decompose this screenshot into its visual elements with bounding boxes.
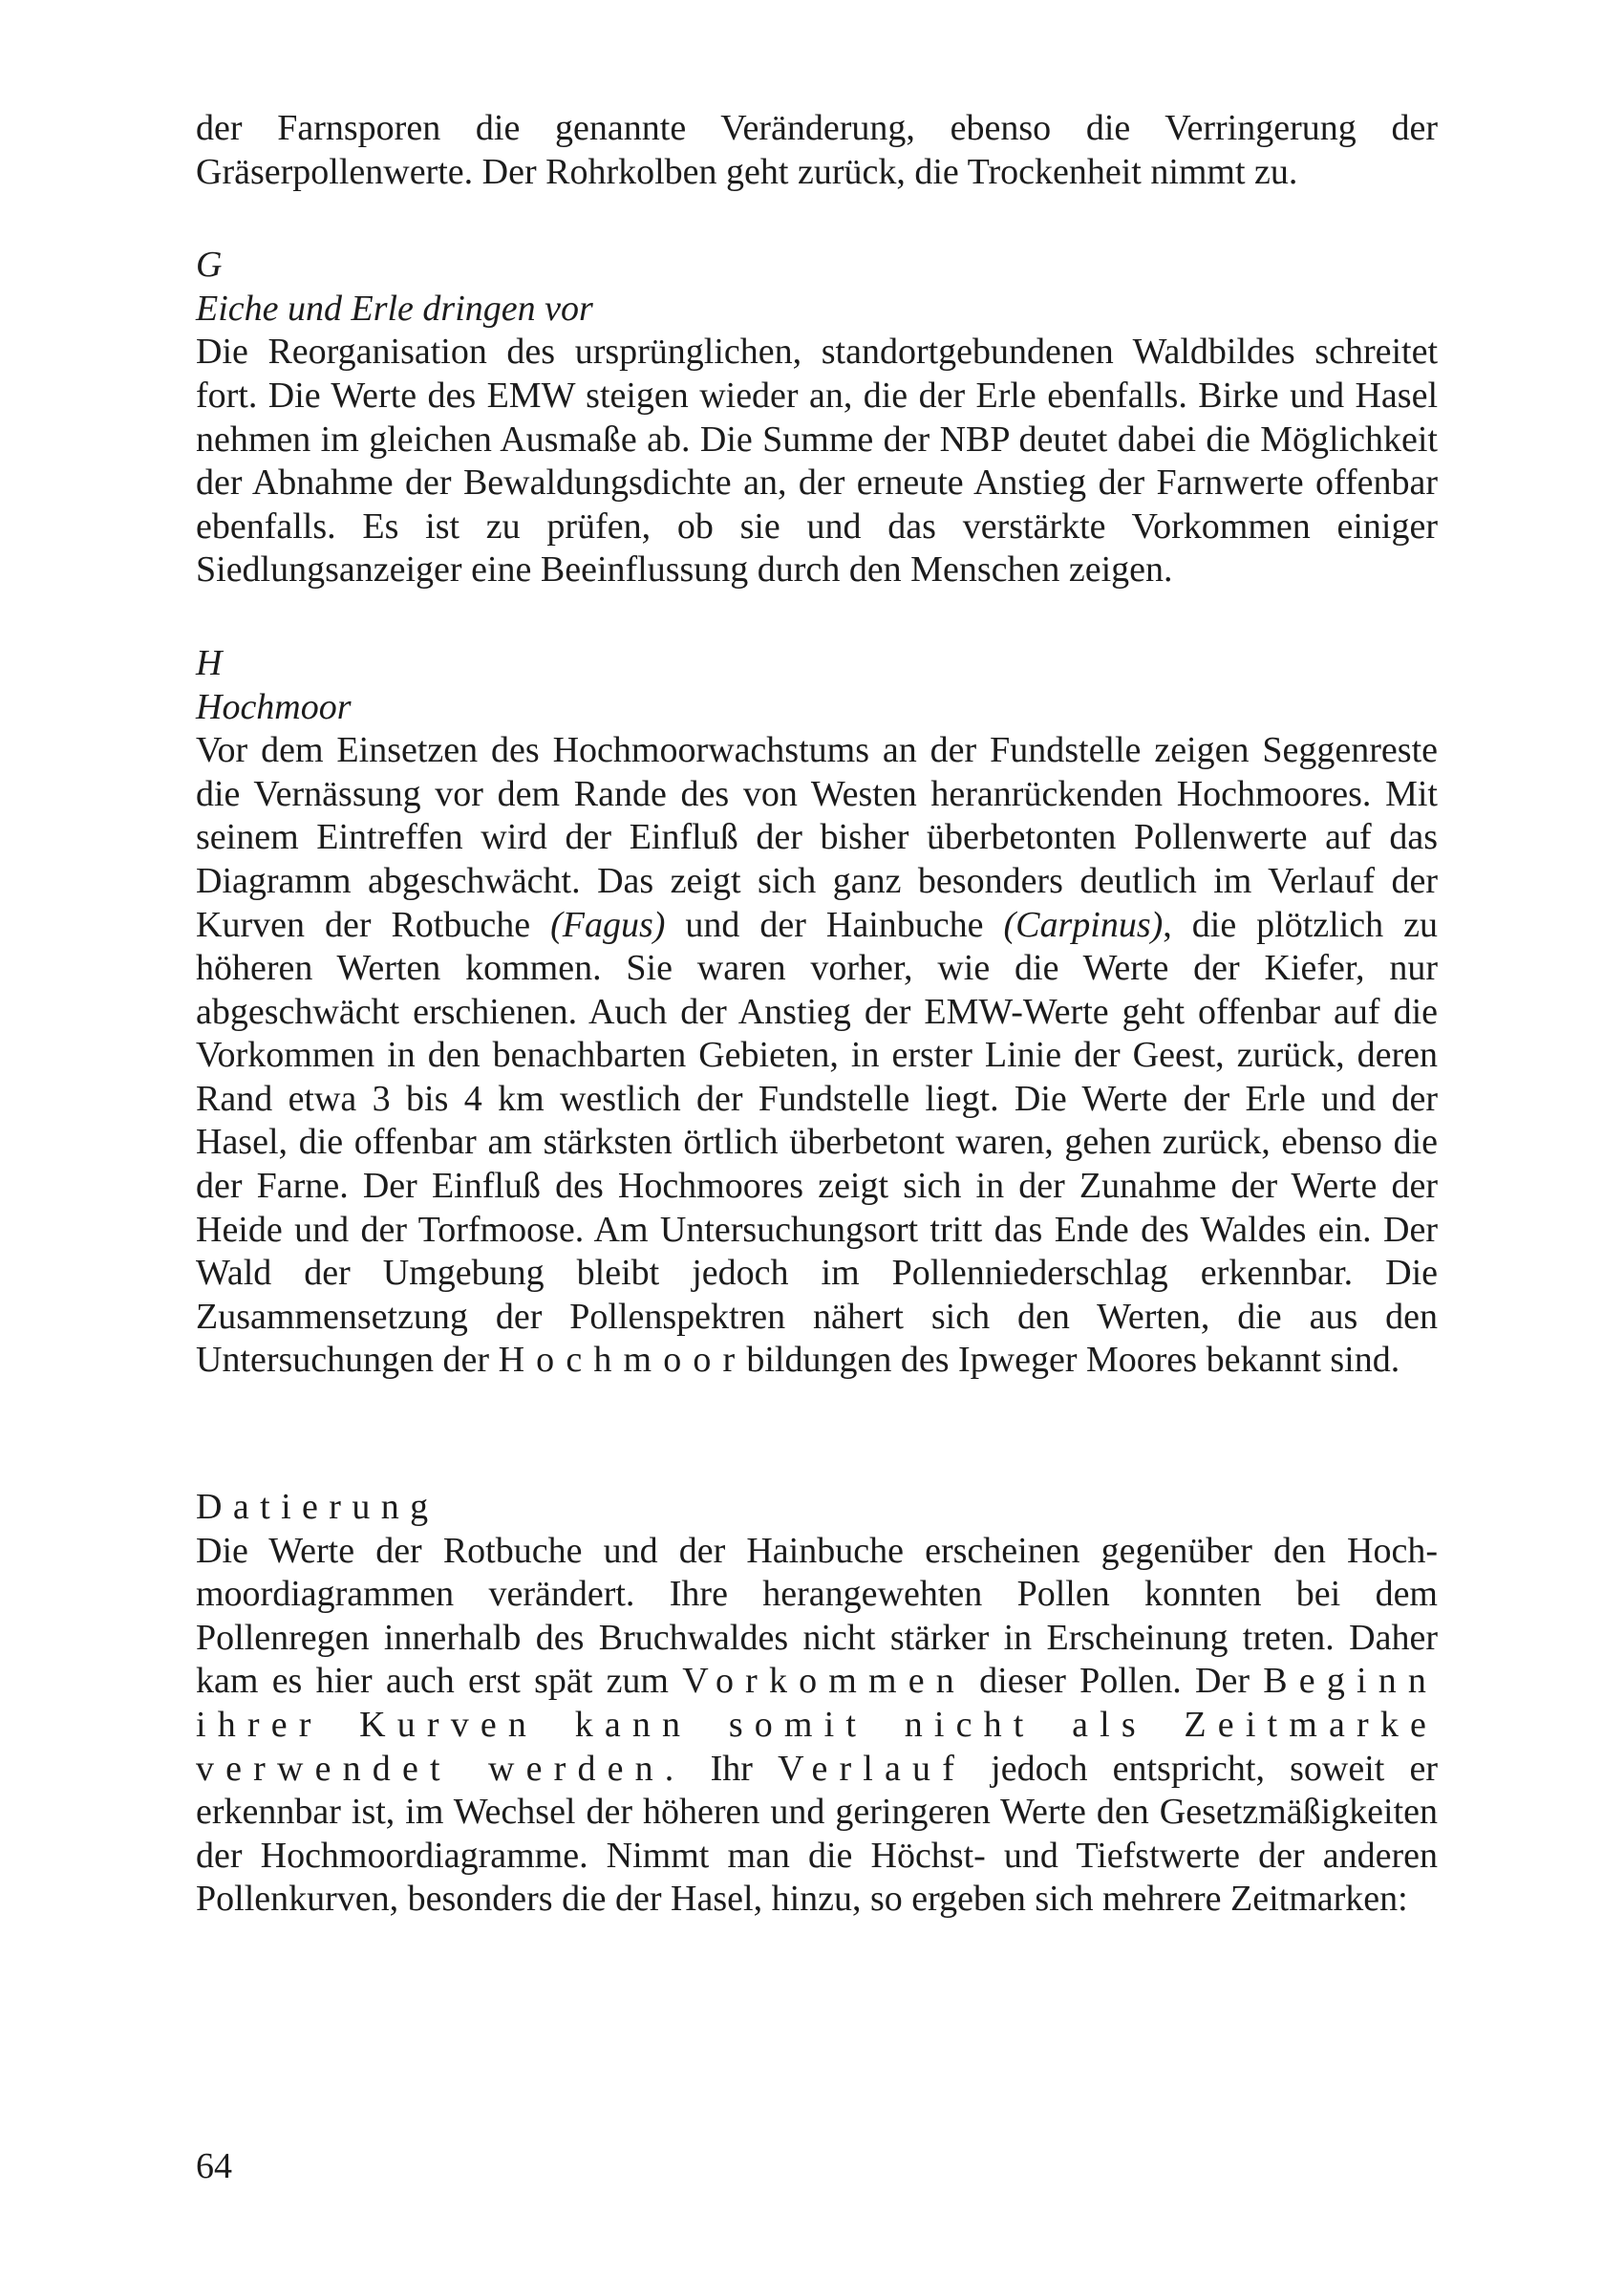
spacer [196, 194, 1438, 244]
intro-paragraph: der Farnsporen die genannte Veränderung, ebenso die Verringerung der Gräserpollenwerte. Der Rohrkolben geht zurück, die Trockenheit nimmt zu. [196, 108, 1438, 192]
section-h-text-1: Vor dem Einsetzen des Hochmoorwachstums an der Fundstelle zeigen Seggenreste die Vernässung vor dem Rande des von Westen heranrückenden Hochmoores. Mit seinem Eintreffen wird der Einfluß der bisher überbetonten Pollenwerte auf das Diagramm abgeschwächt. Das zeigt sich ganz besonders deutlich im Verlauf der Kurven der Rotbuche [196, 730, 1438, 945]
page-body [196, 107, 1438, 1922]
beginn-spaced: Beginn ihrer Kurven kann somit nicht als Zeitmarke verwendet werden. [196, 1661, 1439, 1789]
section-h-letter: H [196, 642, 223, 683]
section-h-title: Hochmoor [196, 686, 352, 727]
spacer [196, 1383, 1438, 1486]
section-h-text-3: , die plötzlich zu höheren Werten kommen. Sie waren vorher, wie die Werte der Kiefer, nur abgeschwächt erschienen. Auch der Anstieg der EMW-Werte geht offenbar auf die Vorkommen in den benachbarten Gebieten, in erster Linie der Geest, zurück, deren Rand etwa 3 bis 4 km westlich der Fundstelle liegt. Die Werte der Erle und der Hasel, die offenbar am stärksten örtlich überbetont waren, gehen zurück, ebenso die der Farne. Der Einfluß des Hochmoores zeigt sich in der Zunahme der Werte der Heide und der Torfmoose. Am Untersuchungsort tritt das Ende des Waldes ein. Der Wald der Umgebung bleibt jedoch im Pollenniederschlag erkennbar. Die Zusammensetzung der Pollenspektren nähert sich den Werten, die aus den Untersuchungen der [196, 904, 1438, 1381]
datierung-text-3: Ihr [685, 1748, 779, 1789]
section-h-paragraph [196, 729, 1438, 1383]
section-g-title: Eiche und Erle dringen vor [196, 288, 593, 329]
datierung-paragraph [196, 1530, 1438, 1922]
spacer [196, 592, 1438, 642]
section-g-paragraph: Die Reorganisation des ursprünglichen, standortgebundenen Waldbildes schreitet fort. Die Werte des EMW steigen wieder an, die der Erle ebenfalls. Birke und Hasel nehmen im gleichen Ausmaße ab. Die Summe der NBP deutet dabei die Möglichkeit der Abnahme der Bewaldungsdichte an, der erneute Anstieg der Farnwerte offenbar ebenfalls. Es ist zu prüfen, ob sie und das verstärkte Vorkommen einiger Siedlungsanzeiger eine Beeinflussung durch den Menschen zeigen. [196, 332, 1438, 591]
datierung-text-2: dieser Pollen. Der [965, 1661, 1264, 1702]
fagus-term: (Fagus) [550, 904, 666, 945]
section-g-letter: G [196, 245, 223, 286]
verlauf-spaced: Verlauf [778, 1748, 967, 1789]
vorkommen-spaced: Vorkommen [682, 1661, 966, 1702]
page-number: 64 [196, 2146, 232, 2186]
datierung-text-4: jedoch entspricht, soweit er erkennbar ist, im Wechsel der höheren und geringeren Werte den Gesetzmäßigkeiten der Hochmoordiagramme. Nimmt man die Höchst- und Tiefstwerte der anderen Pollenkurven, besonders die der Hasel, hinzu, so ergeben sich mehrere Zeitmarken: [196, 1748, 1438, 1920]
datierung-text-1: Die Werte der Rotbuche und der Hainbuche erscheinen gegenüber den Hochmoordiagrammen verändert. Ihre herangewehten Pollen konnten bei dem Pollenregen innerhalb des Bruchwaldes nicht stärker in Erscheinung treten. Daher kam es hier auch erst spät zum [196, 1530, 1438, 1702]
section-h-text-4: bildungen des Ipweger Moores bekannt sind. [746, 1340, 1400, 1381]
section-h-text-2: und der Hainbuche [665, 904, 1004, 945]
carpinus-term: (Carpinus) [1003, 904, 1164, 945]
hochmoor-spaced: Hochmoor [498, 1340, 747, 1381]
datierung-heading: Datierung [196, 1487, 439, 1528]
